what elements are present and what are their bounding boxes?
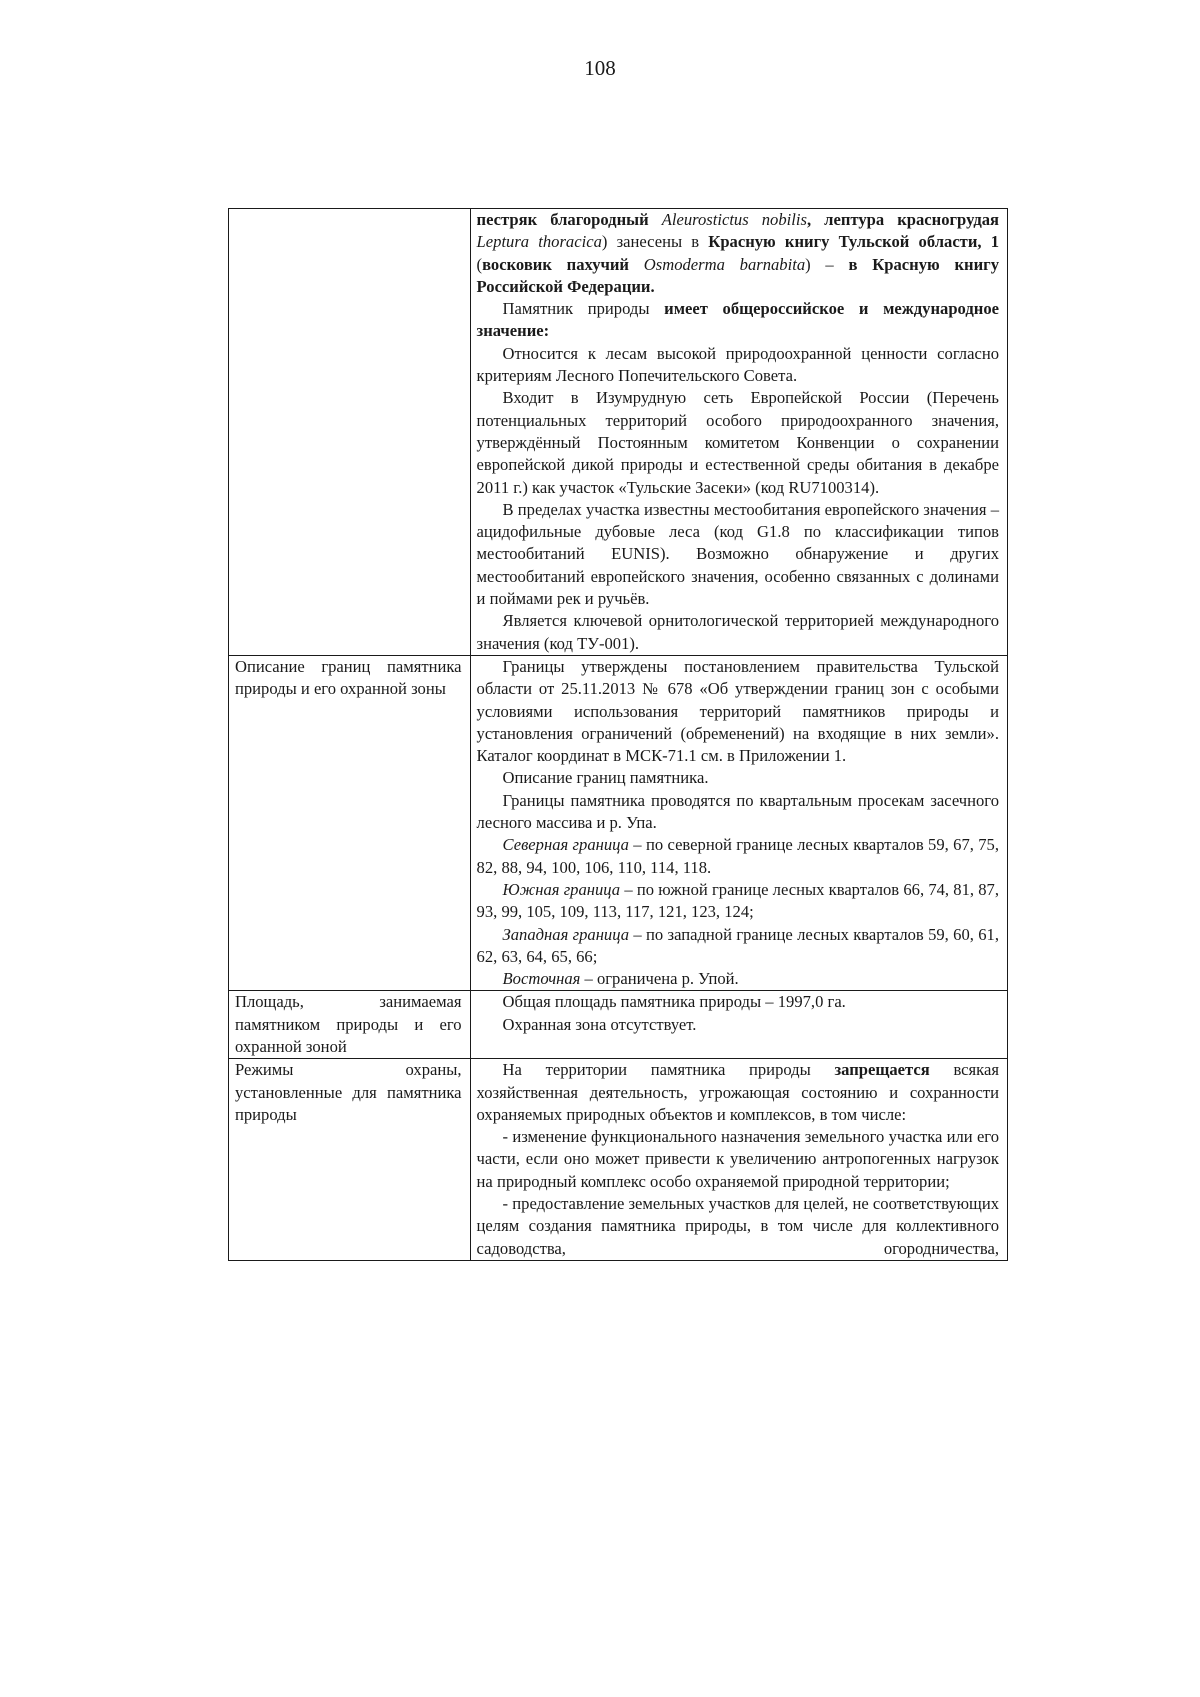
content-paragraph: [477, 610, 999, 655]
bold-text: , лептура красногрудая: [806, 210, 999, 229]
content-paragraph: [477, 209, 999, 298]
content-paragraph: [477, 790, 999, 835]
row-label: [229, 655, 471, 990]
bold-text: имеет общероссийское и международное значение:: [476, 299, 999, 341]
row-content: [470, 655, 1007, 990]
italic-text: Aleurostictus nobilis: [661, 210, 807, 229]
text-run: - предоставление земельных участков для целей, не соответствующих целям создания памятника природы, в том числе для коллективного садоводства, огородничества,: [476, 1194, 999, 1258]
bold-text: запрещается: [834, 1060, 930, 1080]
row-content: [470, 1059, 1007, 1261]
italic-text: Восточная: [502, 969, 581, 989]
content-paragraph: [477, 879, 999, 924]
text-run: – по северной границе лесных кварталов 59, 67, 75, 82, 88, 94, 100, 106, 110, 114, 118.: [476, 835, 999, 877]
row-content: [470, 209, 1007, 656]
row-label: [229, 991, 471, 1059]
text-run: - изменение функционального назначения земельного участка или его части, если оно может привести к увеличению антропогенных нагрузок на природный комплекс особо охраняемой природной территории;: [476, 1127, 999, 1191]
document-table-body: [229, 209, 1008, 1261]
text-run: Памятник природы: [502, 299, 665, 319]
text-run: Общая площадь памятника природы – 1997,0 га.: [502, 992, 846, 1012]
row-label: [229, 1059, 471, 1261]
table-row: [229, 1059, 1008, 1261]
content-paragraph: [477, 499, 999, 610]
content-paragraph: [477, 1059, 999, 1126]
text-run: – по южной границе лесных кварталов 66, 74, 81, 87, 93, 99, 105, 109, 113, 117, 121, 123, 124;: [476, 879, 1000, 922]
table-row: [229, 209, 1008, 656]
table-row: [229, 655, 1008, 990]
text-run: всякая хозяйственная деятельность, угрожающая состоянию и сохранности охраняемых природных объектов и комплексов, в том числе:: [476, 1060, 999, 1124]
content-paragraph: [477, 387, 999, 498]
content-paragraph: [477, 924, 999, 969]
page-number: 108: [584, 56, 616, 80]
text-run: (: [476, 254, 483, 274]
text-run: Границы утверждены постановлением правительства Тульской области от 25.11.2013 № 678 «Об утверждении границ зон с особыми условиями использования территорий памятников природы и установления ограничений (обременений) на входящие в них земли». Каталог координат в МСК-71.1 см. в Приложении 1.: [476, 656, 999, 766]
content-paragraph: [477, 834, 999, 879]
italic-text: Osmoderma barnabita: [643, 254, 806, 274]
row-label: [229, 209, 471, 656]
bold-text: Красную книгу Тульской области, 1: [708, 232, 1000, 252]
text-run: ) занесены в: [601, 232, 709, 252]
text-run: Охранная зона отсутствует.: [502, 1014, 697, 1034]
content-paragraph: [477, 298, 999, 343]
text-run: Относится к лесам высокой природоохранной ценности согласно критериям Лесного Попечительского Совета.: [476, 343, 999, 386]
text-run: – по западной границе лесных кварталов 59, 60, 61, 62, 63, 64, 65, 66;: [476, 924, 999, 966]
content-paragraph: [477, 767, 999, 789]
content-paragraph: [477, 1193, 999, 1260]
text-run: Границы памятника проводятся по квартальным просекам засечного лесного массива и р. Упа.: [476, 790, 999, 833]
row-content: [470, 991, 1007, 1059]
bold-text: в Красную книгу Российской Федерации.: [476, 254, 1000, 296]
row-label-text: Режимы охраны, установленные для памятника природы: [235, 1060, 462, 1124]
text-run: Является ключевой орнитологической территорией международного значения (код ТУ-001).: [476, 611, 999, 653]
bold-text: восковик пахучий: [482, 254, 644, 274]
document-table: [228, 208, 1008, 1261]
content-paragraph: [477, 1126, 999, 1193]
text-run: На территории памятника природы: [502, 1060, 835, 1080]
table-row: [229, 991, 1008, 1059]
content-paragraph: [477, 656, 999, 767]
content-paragraph: [477, 968, 999, 990]
italic-text: Северная граница: [502, 835, 629, 855]
italic-text: Южная граница: [502, 879, 621, 899]
text-run: ) –: [805, 254, 849, 274]
text-run: Описание границ памятника.: [502, 768, 709, 788]
content-paragraph: [477, 343, 999, 388]
text-run: В пределах участка известны местообитания европейского значения – ацидофильные дубовые леса (код G1.8 по классификации типов местообитаний EUNIS). Возможно обнаружение и других местообитаний европейского значения, особенно связанных с долинами и поймами рек и ручьёв.: [476, 499, 999, 609]
content-paragraph: [477, 991, 999, 1013]
text-run: Входит в Изумрудную сеть Европейской России (Перечень потенциальных территорий особого природоохранного значения, утверждённый Постоянным комитетом Конвенции о сохранении европейской дикой природы и естественной среды обитания в декабре 2011 г.) как участок «Тульские Засеки» (код RU7100314).: [476, 388, 999, 497]
text-run: – ограничена р. Упой.: [580, 969, 739, 989]
content-paragraph: [477, 1014, 999, 1036]
bold-text: пестряк благородный: [476, 210, 662, 229]
italic-text: Leptura thoracica: [476, 232, 602, 252]
row-label-text: Площадь, занимаемая памятником природы и его охранной зоной: [235, 992, 462, 1056]
italic-text: Западная граница: [502, 924, 630, 944]
row-label-text: Описание границ памятника природы и его охранной зоны: [235, 656, 462, 699]
